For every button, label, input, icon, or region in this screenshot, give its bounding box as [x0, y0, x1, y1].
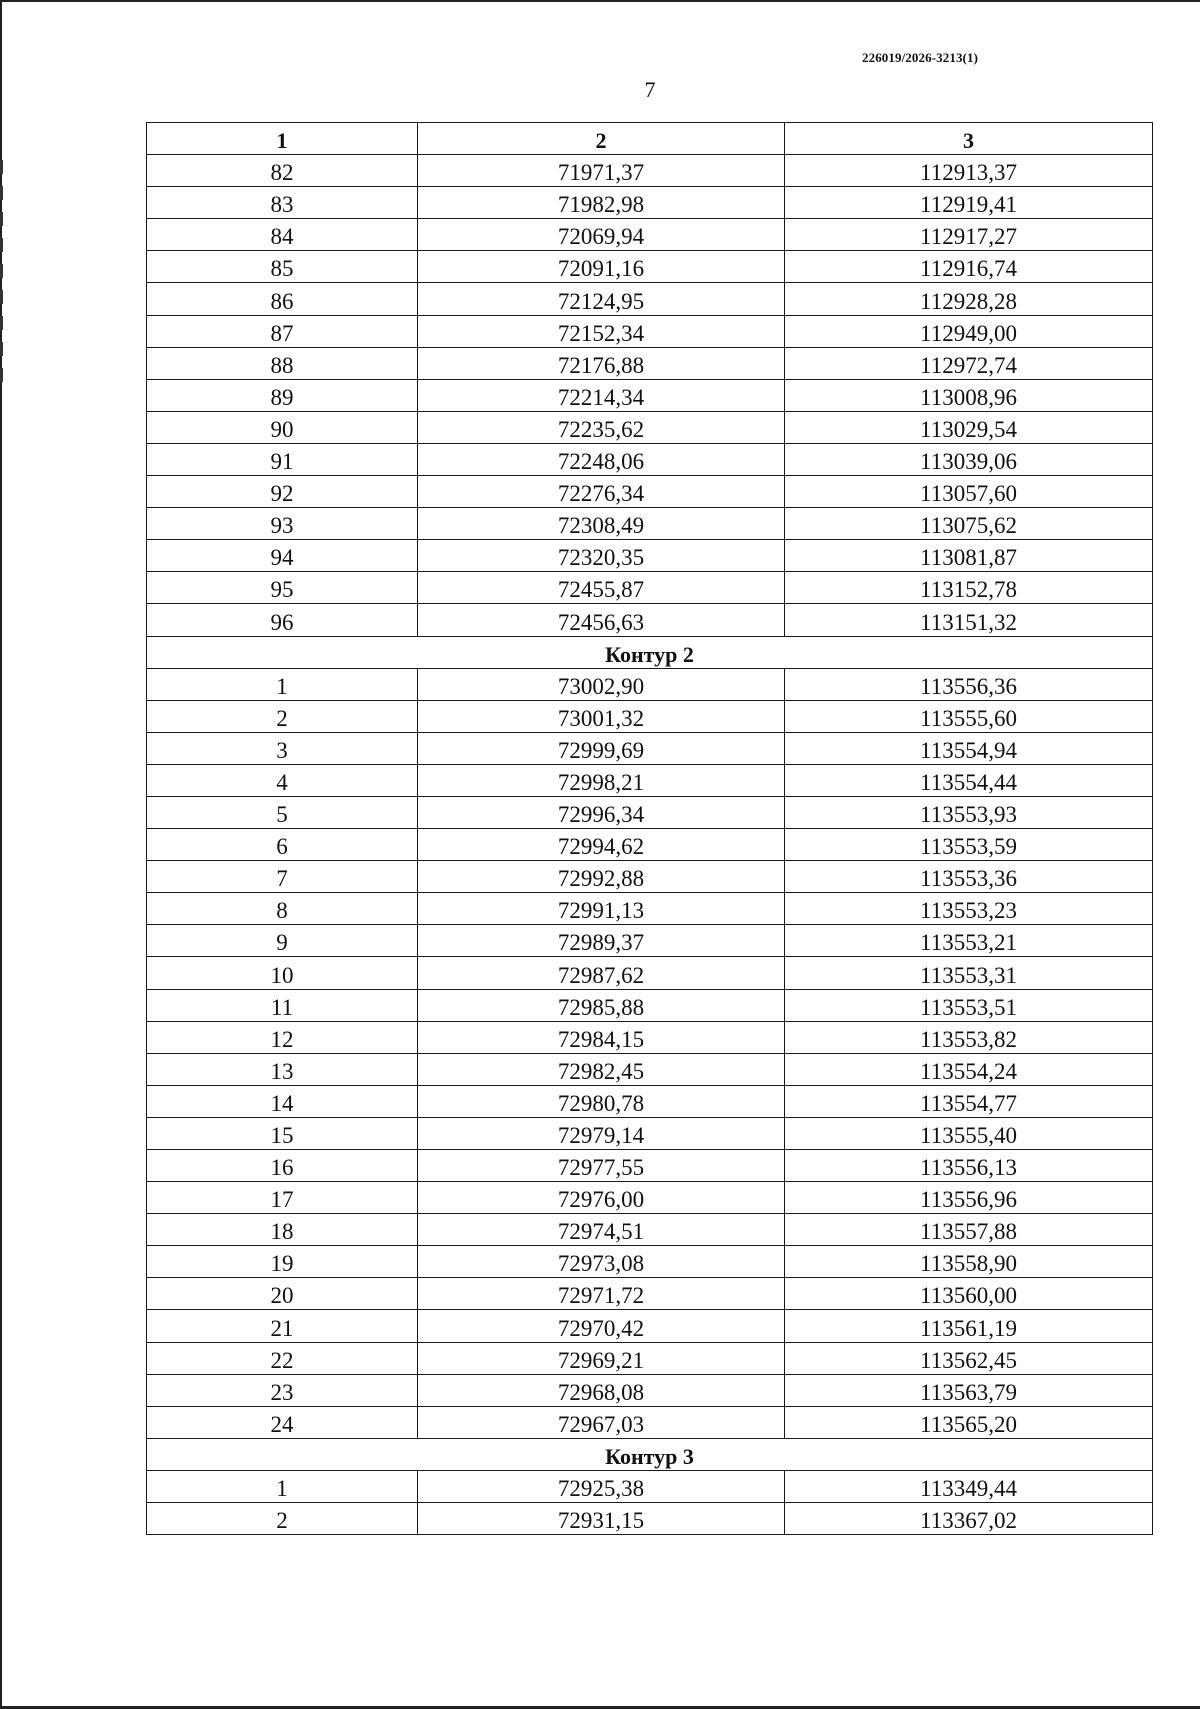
- table-row: [147, 925, 1153, 957]
- table-row: [147, 219, 1153, 251]
- point-number-cell: 16: [147, 1150, 418, 1182]
- x-coordinate-cell: 72235,62: [418, 411, 785, 443]
- x-coordinate-cell: 72998,21: [418, 764, 785, 796]
- table-body: [147, 155, 1153, 1535]
- x-coordinate-cell: 72979,14: [418, 1117, 785, 1149]
- point-number-cell: 94: [147, 540, 418, 572]
- point-number-cell: 87: [147, 315, 418, 347]
- table-row: [147, 1214, 1153, 1246]
- x-coordinate-cell: 72976,00: [418, 1182, 785, 1214]
- point-number-cell: 92: [147, 476, 418, 508]
- y-coordinate-cell: 113553,59: [785, 829, 1153, 861]
- table-row: [147, 796, 1153, 828]
- x-coordinate-cell: 72982,45: [418, 1053, 785, 1085]
- x-coordinate-cell: 72973,08: [418, 1246, 785, 1278]
- table-row: [147, 155, 1153, 187]
- point-number-cell: 2: [147, 700, 418, 732]
- y-coordinate-cell: 113560,00: [785, 1278, 1153, 1310]
- y-coordinate-cell: 113554,77: [785, 1085, 1153, 1117]
- x-coordinate-cell: 73002,90: [418, 668, 785, 700]
- x-coordinate-cell: 72931,15: [418, 1503, 785, 1535]
- point-number-cell: 5: [147, 796, 418, 828]
- point-number-cell: 83: [147, 187, 418, 219]
- x-coordinate-cell: 72992,88: [418, 861, 785, 893]
- point-number-cell: 17: [147, 1182, 418, 1214]
- table-row: [147, 1085, 1153, 1117]
- x-coordinate-cell: 72214,34: [418, 379, 785, 411]
- section-title-contour-2: Контур 2: [147, 636, 1153, 668]
- point-number-cell: 15: [147, 1117, 418, 1149]
- point-number-cell: 23: [147, 1374, 418, 1406]
- point-number-cell: 12: [147, 1021, 418, 1053]
- y-coordinate-cell: 112972,74: [785, 347, 1153, 379]
- y-coordinate-cell: 113349,44: [785, 1470, 1153, 1502]
- y-coordinate-cell: 113558,90: [785, 1246, 1153, 1278]
- page-number: 7: [644, 77, 656, 102]
- y-coordinate-cell: 113563,79: [785, 1374, 1153, 1406]
- document-number: 226019/2026-3213(1): [862, 50, 978, 65]
- table-row: [147, 1470, 1153, 1502]
- table-row: [147, 572, 1153, 604]
- y-coordinate-cell: 112928,28: [785, 283, 1153, 315]
- x-coordinate-cell: 73001,32: [418, 700, 785, 732]
- y-coordinate-cell: 113556,13: [785, 1150, 1153, 1182]
- table-row: [147, 732, 1153, 764]
- y-coordinate-cell: 113565,20: [785, 1406, 1153, 1438]
- point-number-cell: 3: [147, 732, 418, 764]
- x-coordinate-cell: 72925,38: [418, 1470, 785, 1502]
- y-coordinate-cell: 112917,27: [785, 219, 1153, 251]
- x-coordinate-cell: 72456,63: [418, 604, 785, 636]
- x-coordinate-cell: 72320,35: [418, 540, 785, 572]
- x-coordinate-cell: 72989,37: [418, 925, 785, 957]
- section-row: [147, 636, 1153, 668]
- x-coordinate-cell: 72308,49: [418, 508, 785, 540]
- y-coordinate-cell: 113008,96: [785, 379, 1153, 411]
- point-number-cell: 9: [147, 925, 418, 957]
- table-row: [147, 957, 1153, 989]
- point-number-cell: 89: [147, 379, 418, 411]
- point-number-cell: 21: [147, 1310, 418, 1342]
- x-coordinate-cell: 72971,72: [418, 1278, 785, 1310]
- point-number-cell: 19: [147, 1246, 418, 1278]
- table-row: [147, 347, 1153, 379]
- x-coordinate-cell: 72987,62: [418, 957, 785, 989]
- table-row: [147, 1117, 1153, 1149]
- y-coordinate-cell: 113367,02: [785, 1503, 1153, 1535]
- y-coordinate-cell: 113557,88: [785, 1214, 1153, 1246]
- table-row: [147, 989, 1153, 1021]
- x-coordinate-cell: 72985,88: [418, 989, 785, 1021]
- scan-top-border: [0, 0, 1200, 2]
- x-coordinate-cell: 72455,87: [418, 572, 785, 604]
- y-coordinate-cell: 113029,54: [785, 411, 1153, 443]
- table-row: [147, 187, 1153, 219]
- x-coordinate-cell: 72967,03: [418, 1406, 785, 1438]
- y-coordinate-cell: 113151,32: [785, 604, 1153, 636]
- point-number-cell: 93: [147, 508, 418, 540]
- section-row: [147, 1438, 1153, 1470]
- column-header-point: 1: [147, 123, 418, 155]
- y-coordinate-cell: 113555,40: [785, 1117, 1153, 1149]
- x-coordinate-cell: 71982,98: [418, 187, 785, 219]
- point-number-cell: 91: [147, 443, 418, 475]
- point-number-cell: 84: [147, 219, 418, 251]
- table-row: [147, 1342, 1153, 1374]
- point-number-cell: 8: [147, 893, 418, 925]
- table-row: [147, 251, 1153, 283]
- y-coordinate-cell: 113556,96: [785, 1182, 1153, 1214]
- point-number-cell: 96: [147, 604, 418, 636]
- table-row: [147, 379, 1153, 411]
- y-coordinate-cell: 113554,24: [785, 1053, 1153, 1085]
- point-number-cell: 95: [147, 572, 418, 604]
- table-row: [147, 861, 1153, 893]
- y-coordinate-cell: 113555,60: [785, 700, 1153, 732]
- y-coordinate-cell: 112913,37: [785, 155, 1153, 187]
- point-number-cell: 1: [147, 1470, 418, 1502]
- x-coordinate-cell: 72984,15: [418, 1021, 785, 1053]
- point-number-cell: 82: [147, 155, 418, 187]
- y-coordinate-cell: 113057,60: [785, 476, 1153, 508]
- y-coordinate-cell: 113553,23: [785, 893, 1153, 925]
- y-coordinate-cell: 113553,36: [785, 861, 1153, 893]
- table-row: [147, 1053, 1153, 1085]
- section-title-contour-3: Контур 3: [147, 1438, 1153, 1470]
- column-header-x: 2: [418, 123, 785, 155]
- scan-binding-marks: [0, 160, 3, 390]
- x-coordinate-cell: 72974,51: [418, 1214, 785, 1246]
- x-coordinate-cell: 72968,08: [418, 1374, 785, 1406]
- table-row: [147, 1021, 1153, 1053]
- point-number-cell: 11: [147, 989, 418, 1021]
- table-row: [147, 411, 1153, 443]
- table-row: [147, 508, 1153, 540]
- y-coordinate-cell: 112919,41: [785, 187, 1153, 219]
- table-row: [147, 443, 1153, 475]
- y-coordinate-cell: 113556,36: [785, 668, 1153, 700]
- x-coordinate-cell: 72124,95: [418, 283, 785, 315]
- x-coordinate-cell: 71971,37: [418, 155, 785, 187]
- table-row: [147, 1150, 1153, 1182]
- table-row: [147, 700, 1153, 732]
- x-coordinate-cell: 72152,34: [418, 315, 785, 347]
- column-header-y: 3: [785, 123, 1153, 155]
- y-coordinate-cell: 113075,62: [785, 508, 1153, 540]
- table-row: [147, 1374, 1153, 1406]
- point-number-cell: 2: [147, 1503, 418, 1535]
- x-coordinate-cell: 72069,94: [418, 219, 785, 251]
- point-number-cell: 85: [147, 251, 418, 283]
- y-coordinate-cell: 113553,82: [785, 1021, 1153, 1053]
- x-coordinate-cell: 72977,55: [418, 1150, 785, 1182]
- y-coordinate-cell: 113553,31: [785, 957, 1153, 989]
- table-header-row: [147, 123, 1153, 155]
- x-coordinate-cell: 72176,88: [418, 347, 785, 379]
- point-number-cell: 86: [147, 283, 418, 315]
- y-coordinate-cell: 113561,19: [785, 1310, 1153, 1342]
- table-row: [147, 540, 1153, 572]
- y-coordinate-cell: 113554,94: [785, 732, 1153, 764]
- point-number-cell: 24: [147, 1406, 418, 1438]
- table-header: [147, 123, 1153, 155]
- y-coordinate-cell: 113553,51: [785, 989, 1153, 1021]
- x-coordinate-cell: 72999,69: [418, 732, 785, 764]
- table-row: [147, 764, 1153, 796]
- y-coordinate-cell: 112916,74: [785, 251, 1153, 283]
- y-coordinate-cell: 113562,45: [785, 1342, 1153, 1374]
- table-row: [147, 1278, 1153, 1310]
- point-number-cell: 22: [147, 1342, 418, 1374]
- point-number-cell: 1: [147, 668, 418, 700]
- point-number-cell: 4: [147, 764, 418, 796]
- table-row: [147, 829, 1153, 861]
- point-number-cell: 88: [147, 347, 418, 379]
- table-row: [147, 476, 1153, 508]
- table-row: [147, 1406, 1153, 1438]
- x-coordinate-cell: 72980,78: [418, 1085, 785, 1117]
- page-number-wrapper: [0, 77, 1200, 103]
- y-coordinate-cell: 113081,87: [785, 540, 1153, 572]
- table-row: [147, 893, 1153, 925]
- y-coordinate-cell: 113554,44: [785, 764, 1153, 796]
- table-row: [147, 1182, 1153, 1214]
- table-row: [147, 1310, 1153, 1342]
- point-number-cell: 14: [147, 1085, 418, 1117]
- x-coordinate-cell: 72996,34: [418, 796, 785, 828]
- coordinates-table: [146, 122, 1153, 1535]
- y-coordinate-cell: 113039,06: [785, 443, 1153, 475]
- y-coordinate-cell: 113152,78: [785, 572, 1153, 604]
- x-coordinate-cell: 72970,42: [418, 1310, 785, 1342]
- x-coordinate-cell: 72276,34: [418, 476, 785, 508]
- point-number-cell: 18: [147, 1214, 418, 1246]
- point-number-cell: 90: [147, 411, 418, 443]
- y-coordinate-cell: 112949,00: [785, 315, 1153, 347]
- table-row: [147, 668, 1153, 700]
- table-row: [147, 315, 1153, 347]
- point-number-cell: 6: [147, 829, 418, 861]
- y-coordinate-cell: 113553,93: [785, 796, 1153, 828]
- table-row: [147, 604, 1153, 636]
- table-row: [147, 1246, 1153, 1278]
- point-number-cell: 13: [147, 1053, 418, 1085]
- point-number-cell: 10: [147, 957, 418, 989]
- x-coordinate-cell: 72991,13: [418, 893, 785, 925]
- x-coordinate-cell: 72969,21: [418, 1342, 785, 1374]
- x-coordinate-cell: 72091,16: [418, 251, 785, 283]
- point-number-cell: 20: [147, 1278, 418, 1310]
- point-number-cell: 7: [147, 861, 418, 893]
- x-coordinate-cell: 72994,62: [418, 829, 785, 861]
- y-coordinate-cell: 113553,21: [785, 925, 1153, 957]
- table-row: [147, 283, 1153, 315]
- table-row: [147, 1503, 1153, 1535]
- x-coordinate-cell: 72248,06: [418, 443, 785, 475]
